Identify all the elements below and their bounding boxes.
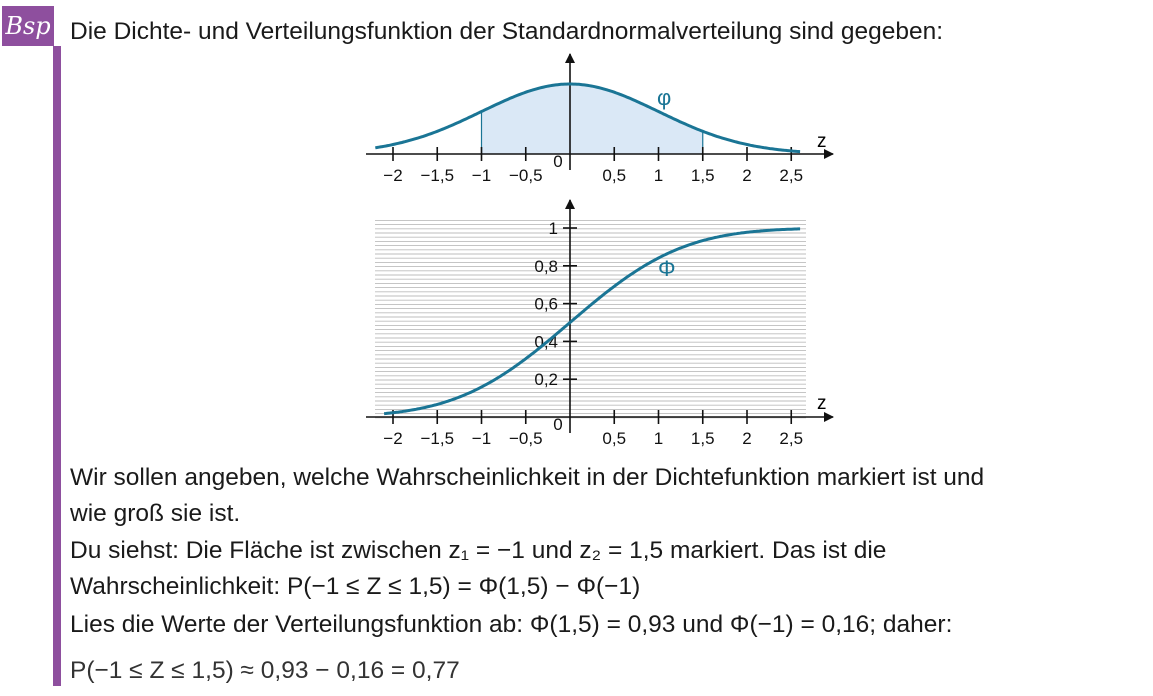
x-tick-label: 2,5 (779, 429, 804, 448)
x-tick-label: 0,5 (602, 429, 627, 448)
x-tick-label: −2 (383, 166, 403, 185)
x-tick-label: −1 (471, 166, 492, 185)
x-axis-label: z (817, 131, 827, 152)
text-line-2: wie groß sie ist. (70, 500, 241, 527)
x-tick-label: −1,5 (420, 166, 455, 185)
x-tick-label: −1,5 (420, 429, 455, 448)
text-line-4: Wahrscheinlichkeit: P(−1 ≤ Z ≤ 1,5) = Φ(1,5) − Φ(−1) (70, 573, 641, 600)
x-tick-label: 1 (653, 166, 664, 185)
x-ticks (383, 410, 803, 448)
phi-label: φ (657, 85, 672, 110)
x-tick-label: 0,5 (602, 166, 627, 185)
y-tick-label: 0,4 (534, 332, 558, 352)
x-tick-label: 1,5 (690, 166, 715, 185)
x-axis-label: z (817, 393, 827, 414)
x-tick-label: 1,5 (690, 429, 715, 448)
x-tick-label: 2 (742, 166, 752, 185)
Phi-label: Φ (658, 256, 676, 281)
x-tick-label: −0,5 (508, 429, 543, 448)
x-tick-label: −0,5 (508, 166, 543, 185)
y-tick-label: 0,6 (534, 294, 558, 314)
y-tick-label: 1 (548, 219, 558, 238)
x-tick-label: 2,5 (779, 166, 804, 185)
x-tick-label: −1 (471, 429, 492, 448)
text-line-6: P(−1 ≤ Z ≤ 1,5) ≈ 0,93 − 0,16 = 0,77 (70, 657, 460, 684)
text-line-1: Wir sollen angeben, welche Wahrscheinlichkeit in der Dichtefunktion markiert ist und (70, 464, 985, 491)
x-tick-label: 0 (553, 152, 563, 171)
x-tick-label: 1 (653, 429, 664, 448)
x-tick-label: 0 (553, 415, 563, 434)
x-tick-label: 2 (742, 429, 752, 448)
y-tick-label: 0,8 (534, 256, 558, 276)
hatching-background (375, 220, 806, 417)
text-line-3: Du siehst: Die Fläche ist zwischen z₁ = −1 und z₂ = 1,5 markiert. Das ist die (70, 537, 887, 564)
text-line-5: Lies die Werte der Verteilungsfunktion ab: Φ(1,5) = 0,93 und Φ(−1) = 0,16; daher: (70, 611, 953, 638)
example-badge: Bsp (2, 6, 54, 46)
intro-text: Die Dichte- und Verteilungsfunktion der Standardnormalverteilung sind gegeben: (70, 18, 944, 45)
distribution-chart (0, 195, 1153, 455)
y-tick-label: 0,2 (534, 370, 558, 390)
x-tick-label: −2 (383, 429, 403, 448)
